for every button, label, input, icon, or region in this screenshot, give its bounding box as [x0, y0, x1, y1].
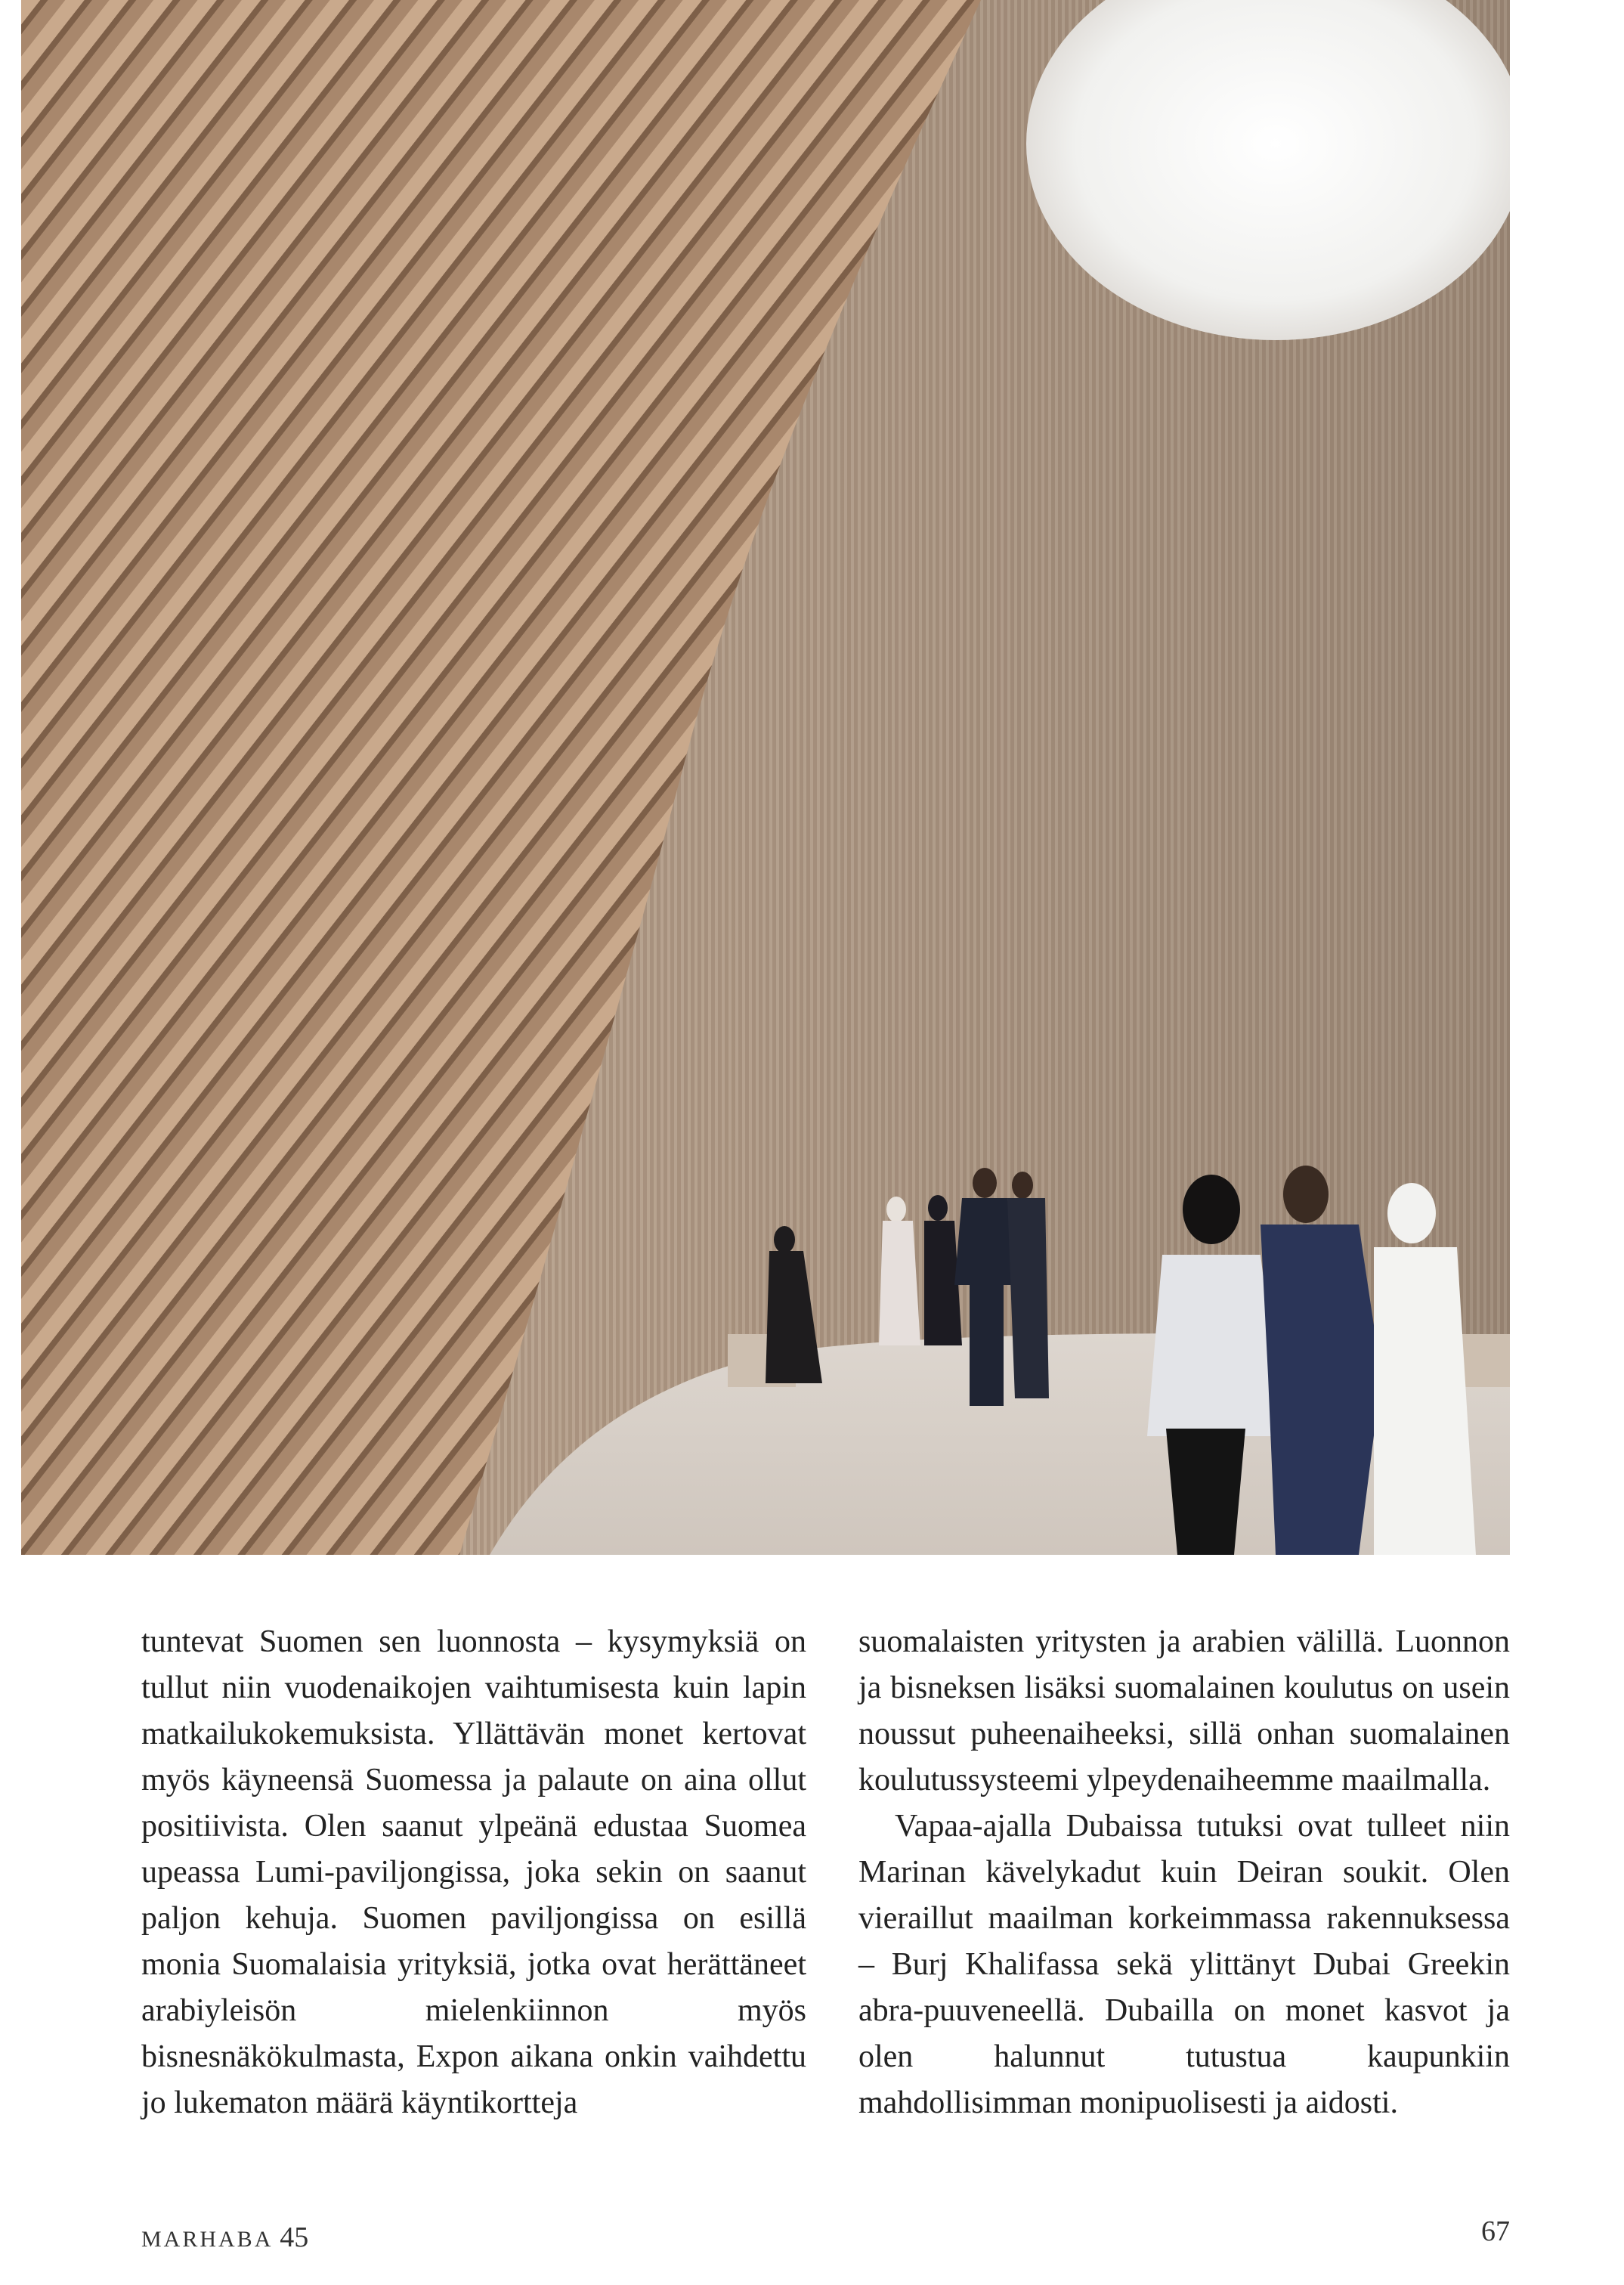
article-column-right	[858, 1619, 1510, 2126]
article-column-left	[141, 1619, 806, 2126]
issue-number: 45	[280, 2222, 309, 2253]
article-paragraph: tuntevat Suomen sen luonnosta – kysymyksiä on tullut niin vuodenaikojen vaihtumisesta kuin lapin matkailukokemuksista. Yllättävän monet kertovat myös käyneensä Suomessa ja palaute on aina ollut positiivista. Olen saanut ylpeänä edustaa Suomea upeassa Lumi-paviljongissa, joka sekin on saanut paljon kehuja. Suomen paviljongissa on esillä monia Suomalaisia yrityksiä, jotka ovat herättäneet arabiyleisön mielenkiinnon myös bisnesnäkökulmasta, Expon aikana onkin vaihdettu jo lukematon määrä käyntikortteja	[141, 1624, 806, 2120]
pavilion-interior-photo	[21, 0, 1510, 1555]
magazine-folio	[141, 2221, 308, 2254]
magazine-name: MARHABA	[141, 2227, 272, 2252]
page-number: 67	[1481, 2215, 1510, 2247]
article-paragraph: suomalaisten yritysten ja arabien välillä. Luonnon ja bisneksen lisäksi suomalainen koulutus on usein noussut puheenaiheeksi, sillä onhan suomalainen koulutussysteemi ylpeydenaiheemme maailmalla.	[858, 1624, 1510, 1797]
article-paragraph: Vapaa-ajalla Dubaissa tutuksi ovat tulleet niin Marinan kävelykadut kuin Deiran soukit. Olen vieraillut maailman korkeimmassa rakennuksessa – Burj Khalifassa sekä ylittänyt Dubai Greekin abra-puuveneellä. Dubailla on monet kasvot ja olen halunnut tutustua kaupunkiin mahdollisimman monipuolisesti ja aidosti.	[858, 1809, 1510, 2120]
